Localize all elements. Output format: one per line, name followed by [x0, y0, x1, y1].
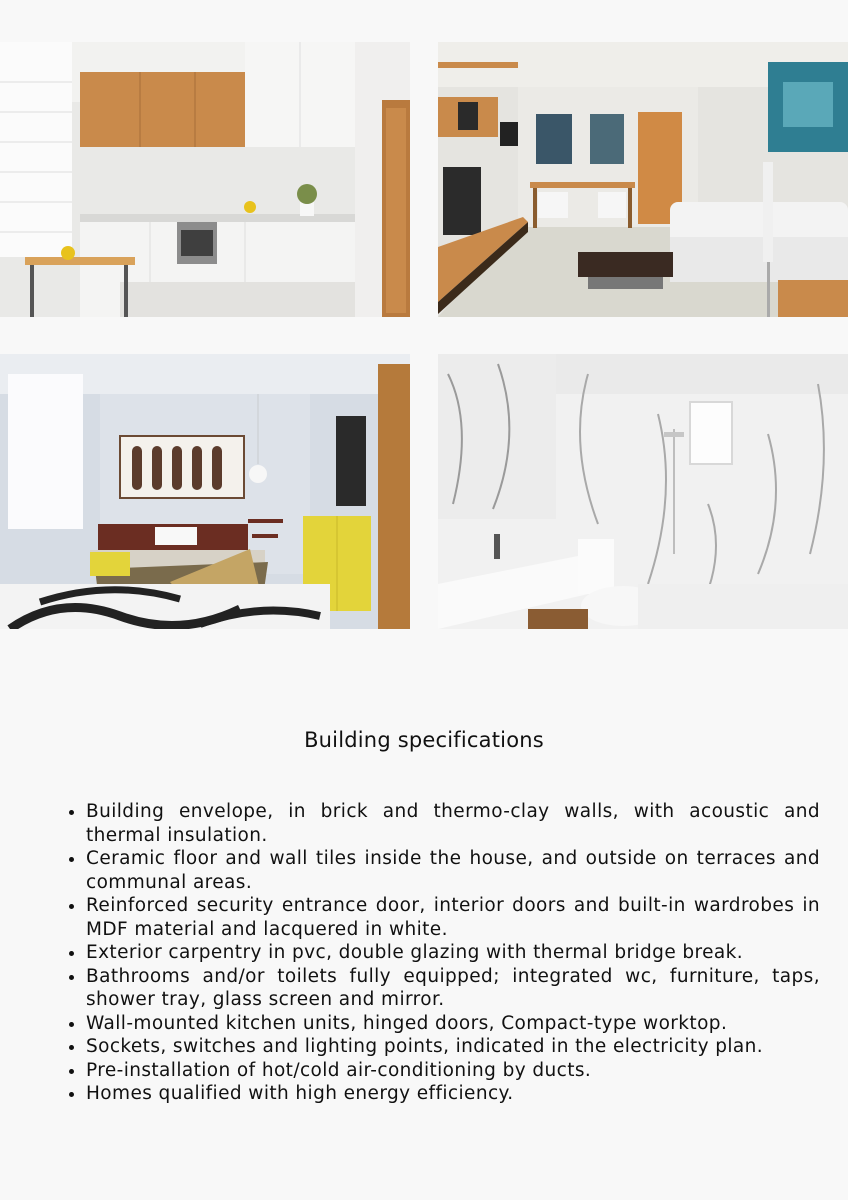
specifications-list [62, 800, 820, 1106]
living-room-photo [438, 42, 848, 317]
list-item: • Wall-mounted kitchen units, hinged doors, Compact-type worktop. [86, 1012, 820, 1036]
list-item: • Building envelope, in brick and thermo-clay walls, with acoustic and thermal insulation. [86, 800, 820, 847]
bedroom-photo [0, 354, 410, 629]
list-item: • Ceramic floor and wall tiles inside the house, and outside on terraces and communal areas. [86, 847, 820, 894]
list-item: • Homes qualified with high energy efficiency. [86, 1082, 820, 1106]
list-item: • Bathrooms and/or toilets fully equipped; integrated wc, furniture, taps, shower tray, glass screen and mirror. [86, 965, 820, 1012]
list-item: • Pre-installation of hot/cold air-conditioning by ducts. [86, 1059, 820, 1083]
bathroom-photo [438, 354, 848, 629]
section-title: Building specifications [304, 728, 544, 752]
kitchen-photo [0, 42, 410, 317]
list-item: • Exterior carpentry in pvc, double glazing with thermal bridge break. [86, 941, 820, 965]
list-item: • Reinforced security entrance door, interior doors and built-in wardrobes in MDF material and lacquered in white. [86, 894, 820, 941]
list-item: • Sockets, switches and lighting points, indicated in the electricity plan. [86, 1035, 820, 1059]
